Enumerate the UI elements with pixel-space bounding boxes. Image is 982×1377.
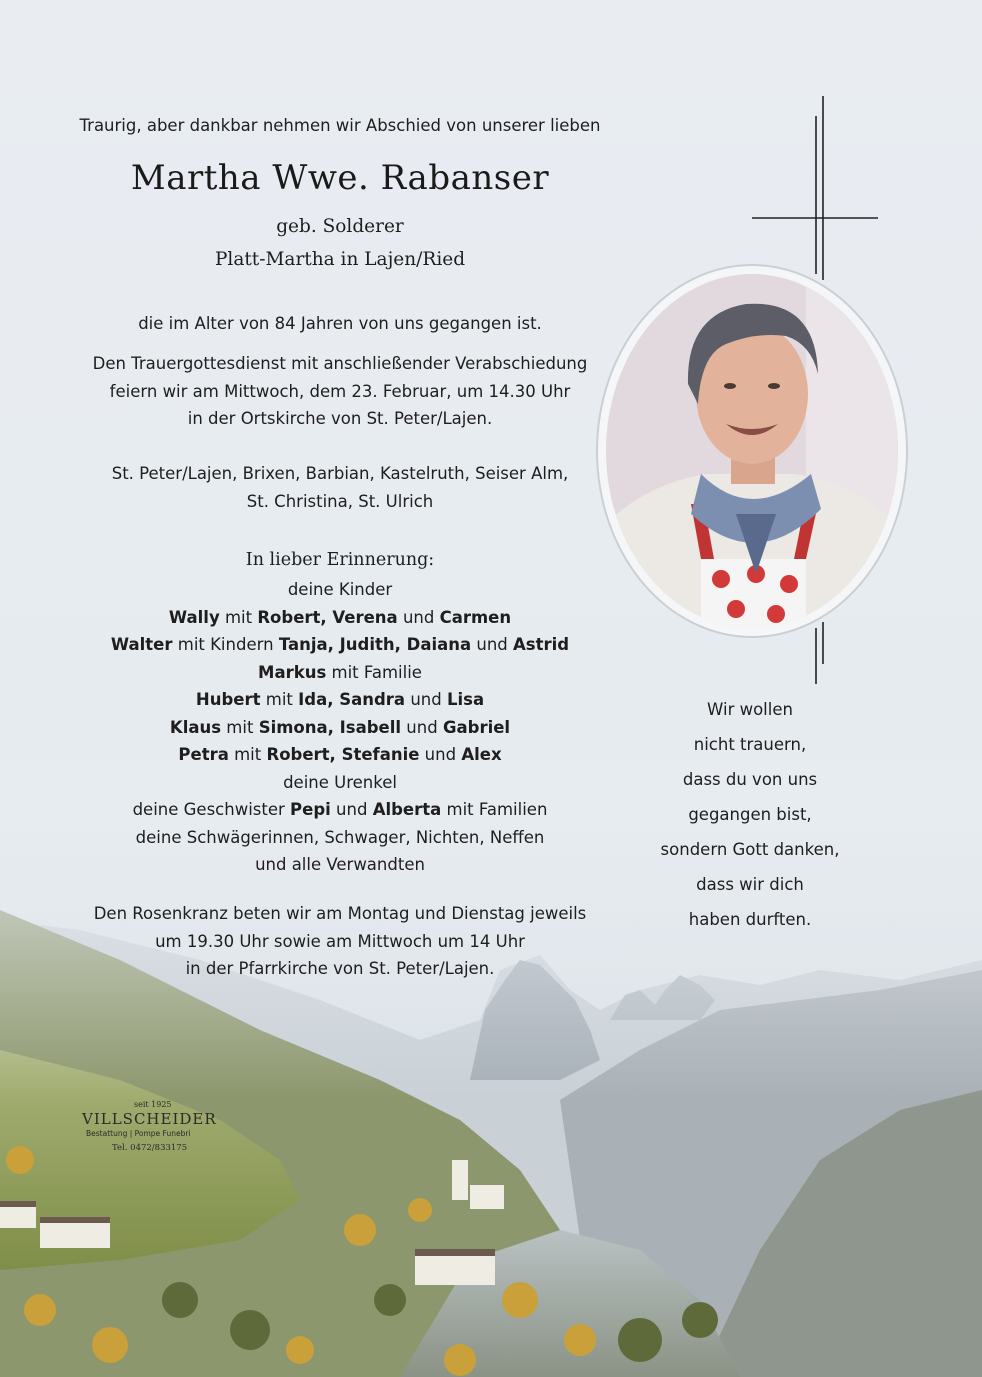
poem-line: gegangen bist, — [688, 805, 812, 824]
family-connector: und — [401, 717, 443, 737]
funeral-line: feiern wir am Mittwoch, dem 23. Februar, um 14.30 Uhr — [109, 381, 571, 401]
family-line — [60, 604, 620, 632]
family-line: deine Urenkel — [283, 772, 397, 792]
funeral-line: Den Trauergottesdienst mit anschließender Verabschiedung — [92, 354, 588, 373]
portrait-illustration — [606, 274, 898, 628]
family-member: Klaus — [169, 717, 222, 737]
birth-name: geb. Solderer — [276, 216, 404, 237]
family-connector: und — [419, 745, 462, 764]
funeral-line: in der Ortskirche von St. Peter/Lajen. — [187, 409, 493, 428]
places-text — [60, 460, 620, 515]
family-connector: deine Geschwister — [132, 800, 291, 819]
rosary-line: in der Pfarrkirche von St. Peter/Lajen. — [185, 959, 495, 978]
family-member: Markus — [258, 662, 327, 682]
family-connector: und — [471, 635, 514, 654]
family-line — [60, 714, 620, 742]
poem-line: Wir wollen — [707, 700, 793, 719]
poem-line: sondern Gott danken, — [660, 840, 840, 859]
funeral-service-text — [60, 350, 620, 433]
family-line — [60, 659, 620, 687]
poem-line: nicht trauern, — [693, 735, 807, 754]
family-connector: mit — [228, 745, 267, 764]
memory-heading: In lieber Erinnerung: — [245, 550, 435, 570]
poem-line: dass du von uns — [682, 770, 818, 789]
logo-subtitle: Bestattung | Pompe Funebri — [86, 1129, 191, 1138]
family-member: Gabriel — [442, 717, 511, 737]
family-list — [60, 576, 620, 879]
family-member: Ida, Sandra — [298, 690, 406, 709]
family-line: und alle Verwandten — [255, 855, 425, 874]
rosary-line: Den Rosenkranz beten wir am Montag und Dienstag jeweils — [93, 904, 587, 923]
family-member: Robert, Stefanie — [266, 745, 420, 764]
family-member: Pepi — [290, 800, 331, 819]
family-connector: mit — [221, 717, 259, 737]
family-line: deine Kinder — [287, 580, 393, 599]
logo-name: VILLSCHEIDER — [82, 1110, 217, 1128]
intro-text: Traurig, aber dankbar nehmen wir Abschied von unserer lieben — [79, 116, 601, 135]
poem-line: dass wir dich — [696, 875, 804, 894]
family-member: Tanja, Judith, Daiana — [278, 635, 472, 654]
family-member: Simona, Isabell — [258, 717, 402, 737]
family-connector: mit — [219, 607, 258, 627]
family-line — [60, 686, 620, 714]
family-connector: und — [405, 690, 447, 709]
family-member: Petra — [178, 745, 229, 764]
places-line: St. Christina, St. Ulrich — [246, 491, 434, 511]
family-connector: und — [330, 800, 373, 819]
poem-text — [640, 692, 860, 937]
family-line — [60, 796, 620, 824]
undertaker-logo — [82, 1100, 222, 1156]
family-member: Walter — [110, 635, 173, 654]
family-line: deine Schwägerinnen, Schwager, Nichten, Neffen — [135, 827, 545, 847]
family-member: Alberta — [372, 800, 442, 819]
family-connector: und — [397, 607, 440, 627]
poem-line: haben durften. — [688, 910, 812, 929]
family-connector: mit Familien — [441, 800, 548, 819]
rosary-text — [60, 900, 620, 983]
age-line: die im Alter von 84 Jahren von uns gegangen ist. — [138, 314, 542, 333]
family-member: Alex — [461, 745, 502, 764]
family-line — [60, 631, 620, 659]
family-member: Hubert — [195, 690, 261, 709]
rosary-line: um 19.30 Uhr sowie am Mittwoch um 14 Uhr — [155, 931, 525, 951]
family-connector: mit Familie — [326, 662, 422, 682]
family-line — [60, 741, 620, 769]
family-member: Wally — [168, 607, 220, 627]
portrait-photo — [606, 274, 898, 628]
family-member: Lisa — [446, 690, 485, 709]
family-connector: mit Kindern — [172, 635, 279, 654]
deceased-alias: Platt-Martha in Lajen/Ried — [214, 249, 466, 270]
family-member: Robert, Verena — [257, 607, 398, 627]
places-line: St. Peter/Lajen, Brixen, Barbian, Kastelruth, Seiser Alm, — [111, 464, 569, 483]
family-member: Astrid — [513, 635, 570, 654]
deceased-name: Martha Wwe. Rabanser — [130, 158, 550, 198]
logo-since: seit 1925 — [134, 1100, 172, 1109]
logo-phone: Tel. 0472/833175 — [112, 1143, 188, 1153]
family-connector: mit — [260, 690, 299, 709]
family-member: Carmen — [439, 607, 512, 627]
